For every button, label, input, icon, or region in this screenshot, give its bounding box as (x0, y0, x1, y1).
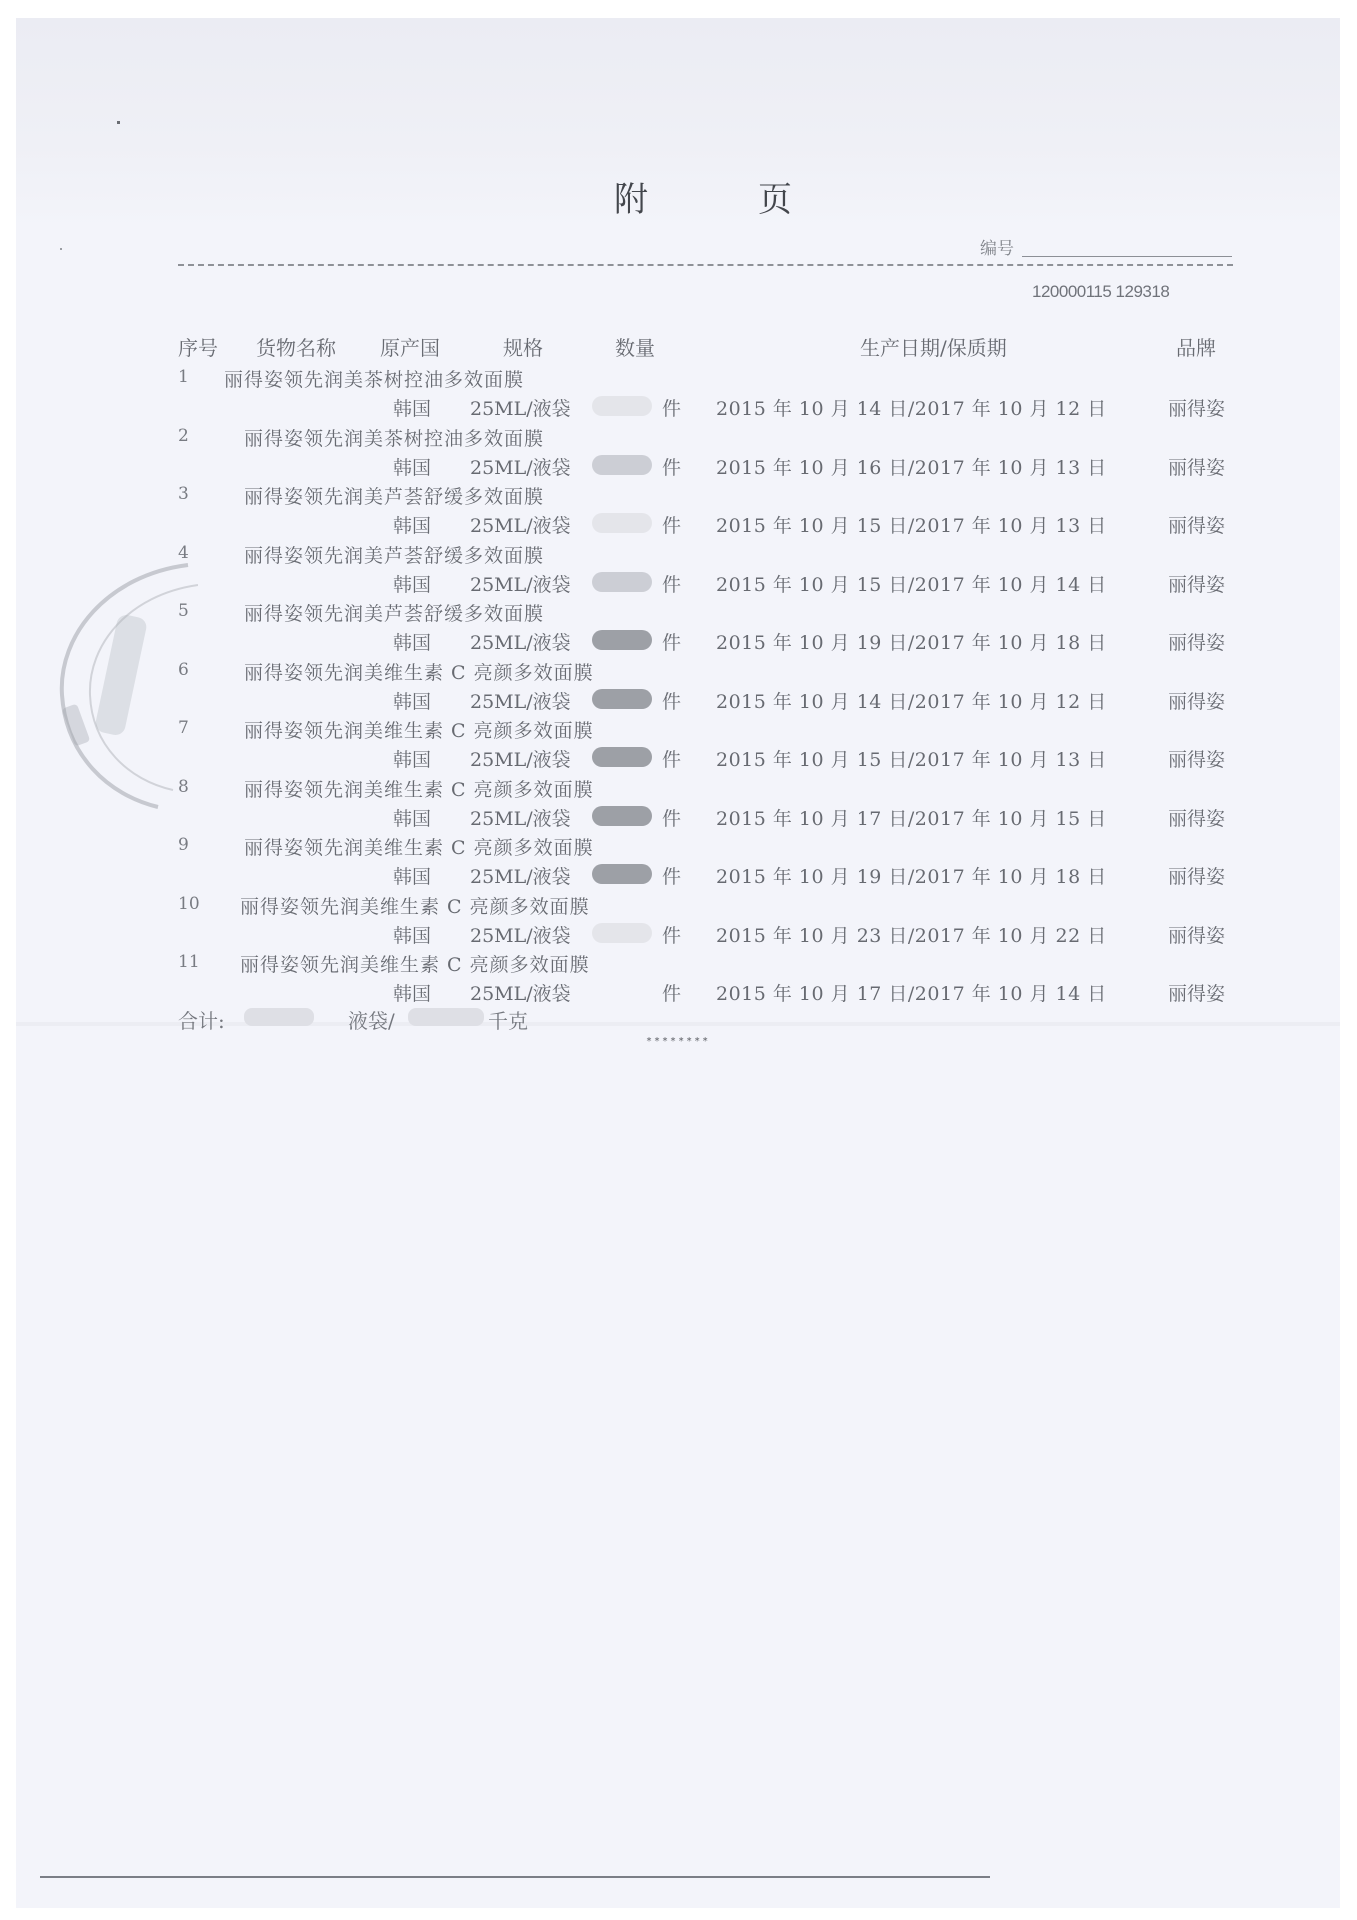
item-brand: 丽得姿 (1168, 398, 1226, 420)
item-unit: 件 (662, 808, 682, 830)
item-seq: 10 (178, 894, 200, 914)
item-origin: 韩国 (393, 749, 432, 771)
bottom-rule (40, 1876, 990, 1878)
item-brand: 丽得姿 (1168, 457, 1226, 479)
item-seq: 2 (178, 426, 189, 446)
total-unit-kg: 千克 (488, 1009, 528, 1033)
official-seal (48, 555, 198, 815)
item-spec: 25ML/液袋 (470, 632, 571, 654)
redaction (592, 864, 652, 884)
item-seq: 4 (178, 543, 189, 563)
item-brand: 丽得姿 (1168, 808, 1226, 830)
item-brand: 丽得姿 (1168, 574, 1226, 596)
redaction (592, 923, 652, 943)
item-dates: 2015 年 10 月 14 日/2017 年 10 月 12 日 (716, 398, 1107, 420)
item-name: 丽得姿领先润美维生素 C 亮颜多效面膜 (244, 779, 594, 801)
item-name: 丽得姿领先润美茶树控油多效面膜 (244, 428, 545, 450)
item-name: 丽得姿领先润美维生素 C 亮颜多效面膜 (244, 662, 594, 684)
redaction (592, 572, 652, 592)
item-origin: 韩国 (393, 457, 432, 479)
header-dates: 生产日期/保质期 (860, 336, 1007, 360)
header-goods-name: 货物名称 (256, 336, 336, 360)
item-unit: 件 (662, 515, 682, 537)
header-brand: 品牌 (1176, 336, 1216, 360)
number-label: 编号 (980, 239, 1014, 259)
title-char: 页 (758, 180, 792, 220)
item-name: 丽得姿领先润美维生素 C 亮颜多效面膜 (240, 954, 590, 976)
item-name: 丽得姿领先润美芦荟舒缓多效面膜 (244, 603, 545, 625)
item-dates: 2015 年 10 月 14 日/2017 年 10 月 12 日 (716, 691, 1107, 713)
total-unit-bag: 液袋/ (348, 1009, 395, 1033)
serial-number: 120000115 129318 (1032, 282, 1170, 301)
title-char: 附 (614, 180, 648, 220)
item-origin: 韩国 (393, 808, 432, 830)
header-quantity: 数量 (615, 336, 655, 360)
redaction (592, 806, 652, 826)
item-spec: 25ML/液袋 (470, 574, 571, 596)
item-origin: 韩国 (393, 632, 432, 654)
item-seq: 3 (178, 484, 189, 504)
item-origin: 韩国 (393, 983, 432, 1005)
item-unit: 件 (662, 983, 682, 1005)
item-name: 丽得姿领先润美茶树控油多效面膜 (224, 369, 525, 391)
item-spec: 25ML/液袋 (470, 925, 571, 947)
item-seq: 9 (178, 835, 189, 855)
item-origin: 韩国 (393, 398, 432, 420)
redaction (408, 1008, 484, 1026)
item-unit: 件 (662, 691, 682, 713)
item-dates: 2015 年 10 月 17 日/2017 年 10 月 14 日 (716, 983, 1107, 1005)
header-rule (178, 264, 1233, 266)
item-origin: 韩国 (393, 691, 432, 713)
item-unit: 件 (662, 925, 682, 947)
item-origin: 韩国 (393, 515, 432, 537)
item-dates: 2015 年 10 月 15 日/2017 年 10 月 13 日 (716, 749, 1107, 771)
item-unit: 件 (662, 398, 682, 420)
header-seq: 序号 (178, 336, 218, 360)
item-spec: 25ML/液袋 (470, 808, 571, 830)
item-dates: 2015 年 10 月 19 日/2017 年 10 月 18 日 (716, 866, 1107, 888)
item-seq: 1 (178, 367, 189, 387)
item-dates: 2015 年 10 月 15 日/2017 年 10 月 13 日 (716, 515, 1107, 537)
item-brand: 丽得姿 (1168, 866, 1226, 888)
item-dates: 2015 年 10 月 15 日/2017 年 10 月 14 日 (716, 574, 1107, 596)
item-brand: 丽得姿 (1168, 515, 1226, 537)
item-brand: 丽得姿 (1168, 749, 1226, 771)
item-spec: 25ML/液袋 (470, 749, 571, 771)
redaction (592, 513, 652, 533)
item-origin: 韩国 (393, 866, 432, 888)
item-spec: 25ML/液袋 (470, 691, 571, 713)
item-unit: 件 (662, 632, 682, 654)
end-mark: ******** (646, 1036, 711, 1047)
redaction (592, 396, 652, 416)
scan-speck (117, 121, 120, 124)
item-unit: 件 (662, 574, 682, 596)
item-seq: 5 (178, 601, 189, 621)
item-origin: 韩国 (393, 574, 432, 596)
item-dates: 2015 年 10 月 16 日/2017 年 10 月 13 日 (716, 457, 1107, 479)
item-seq: 7 (178, 718, 189, 738)
item-spec: 25ML/液袋 (470, 457, 571, 479)
item-unit: 件 (662, 749, 682, 771)
item-name: 丽得姿领先润美芦荟舒缓多效面膜 (244, 486, 545, 508)
item-brand: 丽得姿 (1168, 983, 1226, 1005)
item-dates: 2015 年 10 月 19 日/2017 年 10 月 18 日 (716, 632, 1107, 654)
item-name: 丽得姿领先润美维生素 C 亮颜多效面膜 (240, 896, 590, 918)
item-seq: 6 (178, 660, 189, 680)
item-spec: 25ML/液袋 (470, 983, 571, 1005)
redaction (592, 455, 652, 475)
item-brand: 丽得姿 (1168, 925, 1226, 947)
header-spec: 规格 (503, 336, 543, 360)
item-name: 丽得姿领先润美维生素 C 亮颜多效面膜 (244, 720, 594, 742)
item-brand: 丽得姿 (1168, 632, 1226, 654)
header-origin: 原产国 (380, 336, 440, 360)
item-unit: 件 (662, 866, 682, 888)
item-dates: 2015 年 10 月 17 日/2017 年 10 月 15 日 (716, 808, 1107, 830)
item-name: 丽得姿领先润美芦荟舒缓多效面膜 (244, 545, 545, 567)
redaction (592, 747, 652, 767)
redaction (592, 630, 652, 650)
item-seq: 8 (178, 777, 189, 797)
item-brand: 丽得姿 (1168, 691, 1226, 713)
redaction (244, 1008, 314, 1026)
item-origin: 韩国 (393, 925, 432, 947)
number-field-line (1022, 256, 1232, 257)
item-seq: 11 (178, 952, 200, 972)
item-spec: 25ML/液袋 (470, 515, 571, 537)
scan-speck (60, 248, 62, 250)
page-title (0, 172, 1357, 220)
item-dates: 2015 年 10 月 23 日/2017 年 10 月 22 日 (716, 925, 1107, 947)
redaction (592, 689, 652, 709)
item-spec: 25ML/液袋 (470, 398, 571, 420)
item-unit: 件 (662, 457, 682, 479)
item-name: 丽得姿领先润美维生素 C 亮颜多效面膜 (244, 837, 594, 859)
total-label: 合计: (178, 1009, 225, 1033)
item-spec: 25ML/液袋 (470, 866, 571, 888)
